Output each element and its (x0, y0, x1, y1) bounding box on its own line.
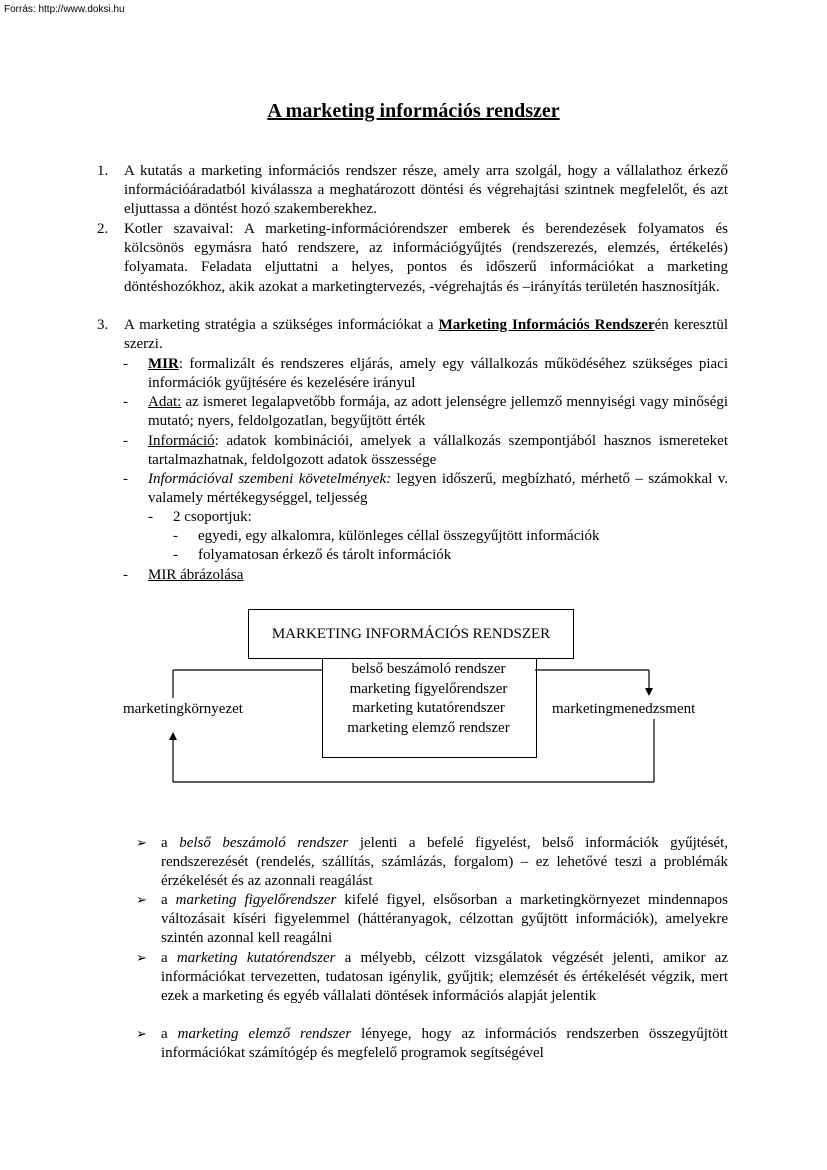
dash: - (148, 509, 153, 525)
bullet-text: jelenti a befelé figyelést, belső információk gyűjtését, rendszerezését (rendelés, szállítás, számlázás, forgalom) – ez lehetővé teszi a problémák érzékelését és az azonnali reagálást (161, 835, 728, 890)
item-text-1: A kutatás a marketing információs rendszer része, amely arra szolgál, hogy a vállalathoz érkező információáradatból kiválassza a meghatározott döntési és végrehajtási szintnek megfelelőt, és azt eljuttassa a döntést hozó szakemberekhez. (124, 163, 728, 218)
subsystem-3: marketing kutatórendszer (352, 700, 505, 716)
dash: - (173, 528, 178, 544)
item-text-2: Kotler szavaival: A marketing-információrendszer emberek és berendezések folyamatos és kölcsönös egymásra ható rendszere, az információgyűjtés (rendszerezés, elemzés, értékelés) folyamata. Feladata eljuttatni a helyes, pontos és időszerű információkat a marketing döntéshozókhoz, akik azokat a marketingtervezés, -végrehajtás és –irányítás területén hasznosítják. (124, 221, 728, 295)
arrow-bullet-icon: ➢ (136, 836, 147, 851)
arrow-bullet-icon: ➢ (136, 951, 147, 966)
subsystem-1: belső beszámoló rendszer (351, 661, 506, 677)
bullet-text: lényege, hogy az információs rendszerben összegyűjtött információkat számítógép és megfelelő programok segítségével (161, 1026, 728, 1062)
mir-header-box: MARKETING INFORMÁCIÓS RENDSZER (248, 609, 574, 659)
bullet-term: marketing elemző rendszer (177, 1026, 352, 1042)
dash: - (123, 433, 128, 449)
bullet-prefix: a (161, 1026, 178, 1042)
def-mir-term: MIR (148, 356, 179, 372)
def-info-text: : adatok kombinációi, amelyek a vállalkozás szempontjából hasznos ismereteket tartalmazhatnak, feldolgozott adatok összessége (148, 433, 728, 469)
arrow-bullet-icon: ➢ (136, 893, 147, 908)
arrow-bullet-icon: ➢ (136, 1027, 147, 1042)
mir-full-name: Marketing Információs Rendszer (438, 317, 655, 333)
group-2: folyamatosan érkező és tárolt információk (198, 547, 452, 563)
item-number-2: 2. (97, 221, 109, 237)
bullet-figyelo (161, 891, 728, 949)
def-adat-term: Adat: (148, 394, 182, 410)
bullet-term: marketing kutatórendszer (176, 950, 336, 966)
dash: - (123, 394, 128, 410)
environment-label: marketingkörnyezet (123, 701, 243, 717)
bullet-prefix: a (161, 950, 177, 966)
item-3-pre: A marketing stratégia a szükséges információkat a (124, 317, 439, 333)
def-info-term: Információ (148, 433, 215, 449)
bullet-prefix: a (161, 892, 176, 908)
management-label: marketingmenedzsment (552, 701, 696, 717)
bullet-kutato (161, 949, 728, 1007)
subsystem-2: marketing figyelőrendszer (349, 681, 508, 697)
bullet-term: marketing figyelőrendszer (175, 892, 337, 908)
mir-diagram-label: MIR ábrázolása (148, 567, 244, 583)
source-note: Forrás: http://www.doksi.hu (4, 4, 125, 15)
subsystem-4: marketing elemző rendszer (347, 720, 510, 736)
document-title: A marketing információs rendszer (267, 100, 560, 122)
item-number-3: 3. (97, 317, 109, 333)
dash: - (123, 471, 128, 487)
item-number-1: 1. (97, 163, 109, 179)
bullet-prefix: a (161, 835, 180, 851)
bullet-term: belső beszámoló rendszer (179, 835, 349, 851)
bullet-belso (161, 834, 728, 892)
groups-label: 2 csoportjuk: (173, 509, 252, 525)
bullet-elemzo (161, 1025, 728, 1063)
def-req-text: legyen időszerű, megbízható, mérhető – számokkal v. valamely mértékegységgel, teljesség (148, 471, 728, 507)
def-adat-text: az ismeret legalapvetőbb formája, az adott jelenségre jellemző mennyiségi vagy minőségi mutató; nyers, feldolgozatlan, begyűjtött érték (148, 394, 728, 430)
dash: - (123, 356, 128, 372)
group-1: egyedi, egy alkalomra, különleges céllal összegyűjtött információk (198, 528, 600, 544)
def-req-term: Információval szembeni követelmények: (148, 471, 392, 487)
bullet-text: kifelé figyel, elsősorban a marketingkörnyezet mindennapos változásait kíséri figyelemmel (háttéranyagok, célzottan gyűjtött információk), amelyekre szintén azonnal kell reagálni (161, 892, 728, 947)
dash: - (173, 547, 178, 563)
dash: - (123, 567, 128, 583)
def-mir-text: : formalizált és rendszeres eljárás, amely egy vállalkozás működéséhez szükséges piaci információk gyűjtésére és kezelésére irányul (148, 356, 728, 392)
bullet-text: a mélyebb, célzott vizsgálatok végzését jelenti, amikor az információkat tervezetten, tudatosan igénylik, gyűjtik; elemzését és értékelését végzik, mert ezek a marketing és egyéb vállalati döntések információs alapját jelentik (161, 950, 728, 1005)
item-3-post: én keresztül szerzi. (124, 317, 728, 353)
